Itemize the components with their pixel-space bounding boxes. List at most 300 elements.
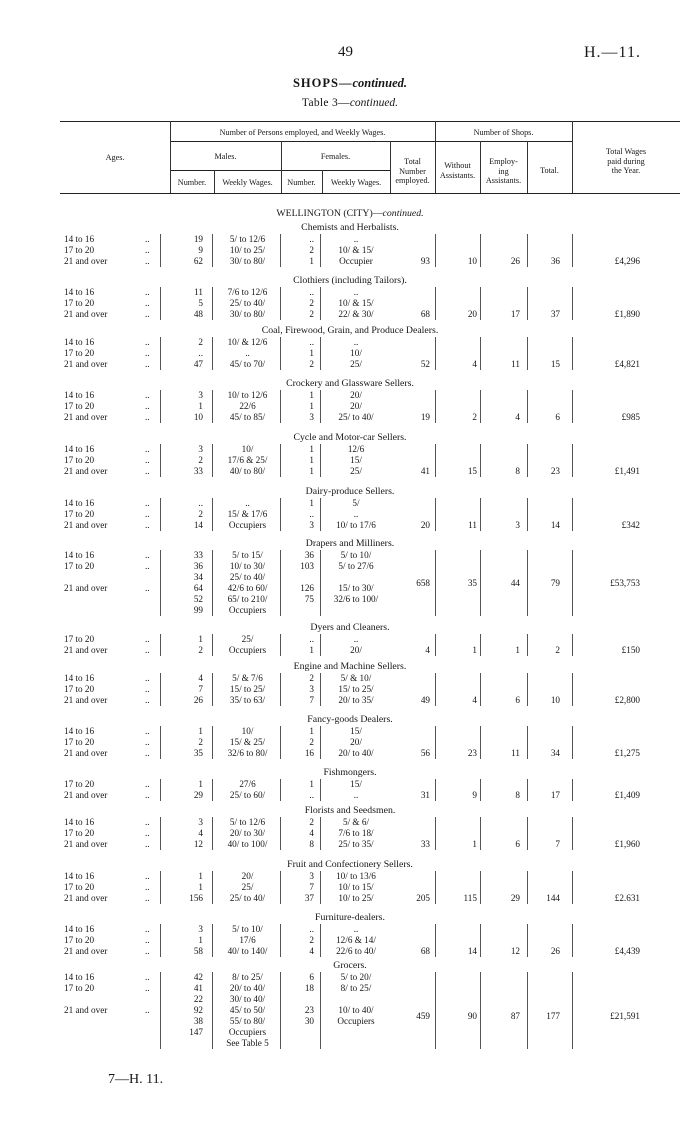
group-title: Drapers and Milliners. (305, 538, 395, 549)
male-weekly-wages: 7/6 to 12/6 (227, 287, 268, 297)
column-rule (527, 924, 528, 957)
age-range: 21 and over (64, 412, 108, 422)
shops-without-assistants: 2 (472, 412, 477, 422)
leader-dots: .. (145, 309, 150, 319)
total-employed: 52 (420, 359, 430, 369)
female-number: 103 (300, 561, 314, 571)
column-rule (435, 673, 436, 706)
male-number: .. (198, 348, 203, 358)
female-number: 1 (309, 256, 314, 266)
female-number: 7 (309, 882, 314, 892)
age-range: 17 to 20 (64, 935, 95, 945)
female-number: 1 (309, 444, 314, 454)
total-employed: 33 (420, 839, 430, 849)
header-employing-line: Employ- (489, 157, 518, 166)
leader-dots: .. (145, 645, 150, 655)
male-weekly-wages: 30/ to 80/ (229, 309, 266, 319)
female-number: 2 (309, 817, 314, 827)
column-rule (160, 234, 161, 267)
age-range: 21 and over (64, 309, 108, 319)
female-weekly-wages: 10/ (350, 348, 362, 358)
male-weekly-wages: 55/ to 80/ (229, 1016, 266, 1026)
column-rule (280, 498, 281, 531)
column-rule (320, 817, 321, 850)
column-rule (572, 550, 573, 616)
female-weekly-wages: 10/ to 15/ (338, 882, 374, 892)
column-rule (212, 390, 213, 423)
leader-dots: .. (145, 298, 150, 308)
male-number: 62 (193, 256, 203, 266)
column-rule (527, 337, 528, 370)
total-wages: £150 (621, 645, 640, 655)
column-rule (160, 817, 161, 850)
female-number: 4 (309, 828, 314, 838)
total-employed: 31 (420, 790, 430, 800)
female-number: 18 (304, 983, 314, 993)
male-weekly-wages: Occupiers (228, 605, 267, 615)
male-weekly-wages: 5/ to 12/6 (229, 817, 266, 827)
column-rule (160, 673, 161, 706)
column-rule (320, 337, 321, 370)
column-rule (212, 924, 213, 957)
shops-total: 7 (555, 839, 560, 849)
male-weekly-wages: 45/ to 50/ (229, 1005, 266, 1015)
header-males: Males. (214, 152, 237, 161)
column-rule (572, 498, 573, 531)
column-rule (435, 871, 436, 904)
female-weekly-wages: 10/ & 15/ (338, 245, 374, 255)
male-number: 38 (193, 1016, 203, 1026)
column-rule (212, 972, 213, 1049)
column-rule (435, 444, 436, 477)
female-weekly-wages: Occupiers (337, 1016, 375, 1026)
column-rule (280, 337, 281, 370)
column-rule (212, 871, 213, 904)
female-number: .. (309, 234, 314, 244)
female-number: 23 (304, 1005, 314, 1015)
shops-employing-assistants: 12 (510, 946, 520, 956)
column-rule (320, 871, 321, 904)
region-title (0, 208, 700, 219)
age-range: 21 and over (64, 946, 108, 956)
column-rule (435, 817, 436, 850)
male-number: 11 (194, 287, 203, 297)
header-total-wages (572, 147, 680, 176)
female-weekly-wages: 32/6 to 100/ (333, 594, 379, 604)
leader-dots: .. (145, 256, 150, 266)
header-total-employed (390, 157, 435, 186)
total-wages: £4,296 (614, 256, 640, 266)
male-number: 1 (198, 726, 203, 736)
male-number: 2 (198, 509, 203, 519)
leader-dots: .. (145, 893, 150, 903)
female-weekly-wages: 5/ & 6/ (342, 817, 370, 827)
header-total-employed-line: Total (404, 157, 421, 166)
total-employed: 68 (420, 309, 430, 319)
leader-dots: .. (145, 817, 150, 827)
female-number: 1 (309, 498, 314, 508)
male-number: 36 (193, 561, 203, 571)
female-weekly-wages: 5/ (352, 498, 360, 508)
column-rule (212, 817, 213, 850)
age-range: 21 and over (64, 583, 108, 593)
leader-dots: .. (145, 390, 150, 400)
male-weekly-wages: 10/ to 12/6 (227, 390, 268, 400)
male-number: 2 (198, 737, 203, 747)
column-rule (527, 972, 528, 1049)
leader-dots: .. (145, 871, 150, 881)
total-employed: 4 (425, 645, 430, 655)
male-weekly-wages: 25/ to 60/ (229, 790, 266, 800)
column-rule (435, 634, 436, 656)
male-number: 48 (193, 309, 203, 319)
total-wages: £1,890 (614, 309, 640, 319)
leader-dots: .. (145, 684, 150, 694)
male-weekly-wages: 15/ & 17/6 (227, 509, 268, 519)
male-number: 52 (193, 594, 203, 604)
female-number: .. (309, 509, 314, 519)
male-number: 147 (189, 1027, 203, 1037)
female-number: 1 (309, 455, 314, 465)
column-rule (572, 871, 573, 904)
column-rule (435, 779, 436, 801)
title-main: SHOPS— (292, 76, 353, 90)
female-number: 1 (309, 726, 314, 736)
male-weekly-wages: .. (245, 498, 250, 508)
male-number: 26 (193, 695, 203, 705)
female-weekly-wages: 10/ & 15/ (338, 298, 374, 308)
total-wages: £4,439 (614, 946, 640, 956)
age-range: 21 and over (64, 466, 108, 476)
column-rule (527, 234, 528, 267)
female-weekly-wages: 20/ (350, 390, 362, 400)
male-weekly-wages: 5/ to 12/6 (229, 234, 266, 244)
shops-without-assistants: 20 (467, 309, 477, 319)
female-number: 30 (304, 1016, 314, 1026)
leader-dots: .. (145, 828, 150, 838)
leader-dots: .. (145, 412, 150, 422)
female-number: 1 (309, 779, 314, 789)
age-range: 14 to 16 (64, 817, 95, 827)
shops-employing-assistants: 87 (510, 1011, 520, 1021)
age-range: 21 and over (64, 695, 108, 705)
male-number: 42 (193, 972, 203, 982)
shops-total: 14 (550, 520, 560, 530)
total-wages: £53,753 (610, 578, 640, 588)
group-title: Furniture-dealers. (315, 912, 385, 923)
female-weekly-wages: 7/6 to 18/ (338, 828, 374, 838)
age-range: 17 to 20 (64, 298, 95, 308)
female-weekly-wages: 5/ to 10/ (340, 550, 372, 560)
column-rule (280, 634, 281, 656)
total-employed: 49 (420, 695, 430, 705)
header-employing-assistants (480, 157, 527, 186)
female-weekly-wages: .. (353, 924, 359, 934)
column-rule (480, 779, 481, 801)
leader-dots: .. (145, 737, 150, 747)
region-main: WELLINGTON (CITY)— (276, 208, 383, 219)
age-range: 17 to 20 (64, 882, 95, 892)
shops-employing-assistants: 8 (515, 466, 520, 476)
age-range: 14 to 16 (64, 337, 95, 347)
male-weekly-wages: 32/6 to 80/ (227, 748, 268, 758)
leader-dots: .. (145, 509, 150, 519)
male-weekly-wages: 25/ to 40/ (229, 893, 266, 903)
group-title: Engine and Machine Sellers. (293, 661, 407, 672)
female-number: 2 (309, 245, 314, 255)
shops-without-assistants: 14 (467, 946, 477, 956)
male-number: 2 (198, 337, 203, 347)
header-bottom-rule (60, 193, 680, 194)
age-range: 17 to 20 (64, 401, 95, 411)
total-employed: 93 (420, 256, 430, 266)
column-rule (212, 234, 213, 267)
female-weekly-wages: .. (353, 634, 359, 644)
shops-without-assistants: 11 (468, 520, 477, 530)
male-number: 3 (198, 817, 203, 827)
column-rule (212, 498, 213, 531)
female-weekly-wages: 15/ (350, 779, 362, 789)
total-wages: £2.631 (614, 893, 640, 903)
male-weekly-wages: 27/6 (239, 779, 256, 789)
leader-dots: .. (145, 455, 150, 465)
male-weekly-wages: 20/ to 40/ (229, 983, 266, 993)
header-persons-group: Number of Persons employed, and Weekly Wages. (219, 128, 386, 137)
female-number: 37 (304, 893, 314, 903)
male-number: 3 (198, 444, 203, 454)
female-weekly-wages: 5/ to 27/6 (338, 561, 374, 571)
shops-employing-assistants: 6 (515, 695, 520, 705)
column-rule (320, 287, 321, 320)
total-employed: 459 (416, 1011, 430, 1021)
shops-employing-assistants: 6 (515, 839, 520, 849)
age-range: 21 and over (64, 256, 108, 266)
column-rule (480, 390, 481, 423)
group-title: Clothiers (including Tailors). (293, 275, 407, 286)
column-rule (572, 444, 573, 477)
column-rule (480, 337, 481, 370)
age-range: 17 to 20 (64, 684, 95, 694)
column-rule (480, 634, 481, 656)
total-wages: £1,409 (614, 790, 640, 800)
total-wages: £985 (621, 412, 640, 422)
male-number: 35 (193, 748, 203, 758)
shops-employing-assistants: 26 (510, 256, 520, 266)
shops-total: 26 (550, 946, 560, 956)
group-title: Florists and Seedsmen. (304, 805, 396, 816)
female-weekly-wages: 20/ (350, 645, 362, 655)
male-weekly-wages: 5/ to 10/ (232, 924, 263, 934)
column-rule (435, 337, 436, 370)
male-weekly-wages: 17/6 & 25/ (227, 455, 268, 465)
column-rule (280, 234, 281, 267)
male-weekly-wages: 40/ to 80/ (229, 466, 266, 476)
male-number: 41 (193, 983, 203, 993)
male-weekly-wages: 8/ to 25/ (232, 972, 263, 982)
male-weekly-wages: 42/6 to 60/ (227, 583, 268, 593)
column-rule (160, 550, 161, 616)
shops-without-assistants: 15 (467, 466, 477, 476)
female-number: 3 (309, 871, 314, 881)
column-rule (280, 673, 281, 706)
column-rule (280, 390, 281, 423)
shops-without-assistants: 23 (467, 748, 477, 758)
female-weekly-wages: 10/ to 13/6 (336, 871, 376, 881)
female-weekly-wages: 10/ to 17/6 (336, 520, 376, 530)
shops-total: 34 (550, 748, 560, 758)
male-weekly-wages: Occupiers (228, 1027, 267, 1037)
male-weekly-wages: 20/ (241, 871, 254, 881)
female-number: 2 (309, 359, 314, 369)
column-rule (572, 924, 573, 957)
column-rule (527, 390, 528, 423)
leader-dots: .. (145, 245, 150, 255)
group-title: Dyers and Cleaners. (310, 622, 390, 633)
female-weekly-wages: .. (353, 337, 359, 347)
male-weekly-wages: 65/ to 210/ (227, 594, 268, 604)
column-rule (280, 871, 281, 904)
column-rule (212, 287, 213, 320)
male-number: 2 (198, 645, 203, 655)
males-females-rule (170, 170, 390, 171)
age-range: 21 and over (64, 359, 108, 369)
header-without-line: Assistants. (439, 170, 476, 180)
age-range: 14 to 16 (64, 444, 95, 454)
male-weekly-wages: See Table 5 (226, 1038, 269, 1048)
column-rule (160, 924, 161, 957)
column-rule (280, 444, 281, 477)
group-title: Coal, Firewood, Grain, and Produce Dealers. (261, 325, 439, 336)
column-rule (572, 817, 573, 850)
column-rule (527, 726, 528, 759)
male-weekly-wages: 10/ (241, 444, 254, 454)
column-rule (320, 726, 321, 759)
female-number: 75 (304, 594, 314, 604)
group-title: Chemists and Herbalists. (301, 222, 399, 233)
leader-dots: .. (145, 695, 150, 705)
female-weekly-wages: 15/ (350, 455, 362, 465)
column-rule (480, 444, 481, 477)
age-range: 17 to 20 (64, 455, 95, 465)
shops-without-assistants: 1 (472, 839, 477, 849)
leader-dots: .. (145, 444, 150, 454)
leader-dots: .. (145, 498, 150, 508)
male-number: 10 (193, 412, 203, 422)
shops-employing-assistants: 8 (515, 790, 520, 800)
total-employed: 19 (420, 412, 430, 422)
age-range: 17 to 20 (64, 737, 95, 747)
subtitle-main: Table 3— (301, 97, 350, 109)
column-rule (435, 924, 436, 957)
leader-dots: .. (145, 972, 150, 982)
header-without-assistants (435, 161, 480, 180)
shops-total: 15 (550, 359, 560, 369)
header-employing-line: Assistants. (485, 176, 522, 185)
shops-total: 144 (546, 893, 560, 903)
header-top-rule (60, 121, 680, 122)
male-weekly-wages: 22/6 (239, 401, 256, 411)
group-title: Cycle and Motor-car Sellers. (293, 432, 407, 443)
footer-signature: 7—H. 11. (108, 1072, 164, 1087)
male-weekly-wages: 25/ to 40/ (229, 572, 266, 582)
column-rule (527, 871, 528, 904)
female-weekly-wages: 10/ to 40/ (338, 1005, 374, 1015)
header-total-employed-line: employed. (395, 176, 430, 185)
female-number: .. (309, 790, 314, 800)
age-range: 17 to 20 (64, 245, 95, 255)
column-rule (527, 498, 528, 531)
male-number: 7 (198, 684, 203, 694)
female-weekly-wages: 5/ to 20/ (340, 972, 372, 982)
header-female-number: Number. (287, 178, 316, 187)
column-rule (280, 924, 281, 957)
column-rule (320, 444, 321, 477)
shops-without-assistants: 115 (463, 893, 477, 903)
leader-dots: .. (145, 634, 150, 644)
leader-dots: .. (145, 673, 150, 683)
female-number: .. (309, 634, 314, 644)
male-weekly-wages: 15/ & 25/ (229, 737, 266, 747)
column-rule (572, 634, 573, 656)
age-range: 14 to 16 (64, 287, 95, 297)
shops-employing-assistants: 11 (511, 359, 520, 369)
female-number: 2 (309, 737, 314, 747)
male-number: .. (198, 498, 203, 508)
age-range: 14 to 16 (64, 498, 95, 508)
male-weekly-wages: 15/ to 25/ (229, 684, 266, 694)
male-number: 33 (193, 466, 203, 476)
male-number: 14 (193, 520, 203, 530)
age-range: 21 and over (64, 748, 108, 758)
shops-total: 6 (555, 412, 560, 422)
age-range: 17 to 20 (64, 634, 95, 644)
subtitle-suffix: continued. (349, 97, 399, 109)
male-number: 99 (193, 605, 203, 615)
male-number: 9 (198, 245, 203, 255)
age-range: 21 and over (64, 645, 108, 655)
male-number: 156 (189, 893, 203, 903)
shops-total: 177 (546, 1011, 560, 1021)
leader-dots: .. (145, 287, 150, 297)
male-weekly-wages: 10/ to 25/ (229, 245, 266, 255)
female-weekly-wages: 22/ & 30/ (338, 309, 374, 319)
leader-dots: .. (145, 234, 150, 244)
male-weekly-wages: 30/ to 40/ (229, 994, 266, 1004)
group-title: Fishmongers. (323, 767, 377, 778)
total-employed: 20 (420, 520, 430, 530)
age-range: 21 and over (64, 790, 108, 800)
column-rule (480, 924, 481, 957)
total-wages: £1,960 (614, 839, 640, 849)
column-rule (480, 972, 481, 1049)
shops-without-assistants: 1 (472, 645, 477, 655)
female-number: 1 (309, 348, 314, 358)
male-number: 5 (198, 298, 203, 308)
column-rule (572, 287, 573, 320)
male-number: 1 (198, 401, 203, 411)
female-weekly-wages: 20/ to 40/ (338, 748, 374, 758)
male-number: 47 (193, 359, 203, 369)
female-weekly-wages: 15/ (350, 726, 362, 736)
leader-dots: .. (145, 935, 150, 945)
header-wages-line: Total Wages (605, 147, 647, 156)
leader-dots: .. (145, 520, 150, 530)
male-number: 29 (193, 790, 203, 800)
header-total-employed-line: Number (399, 166, 426, 176)
column-rule (280, 779, 281, 801)
female-number: 1 (309, 466, 314, 476)
total-employed: 658 (416, 578, 430, 588)
